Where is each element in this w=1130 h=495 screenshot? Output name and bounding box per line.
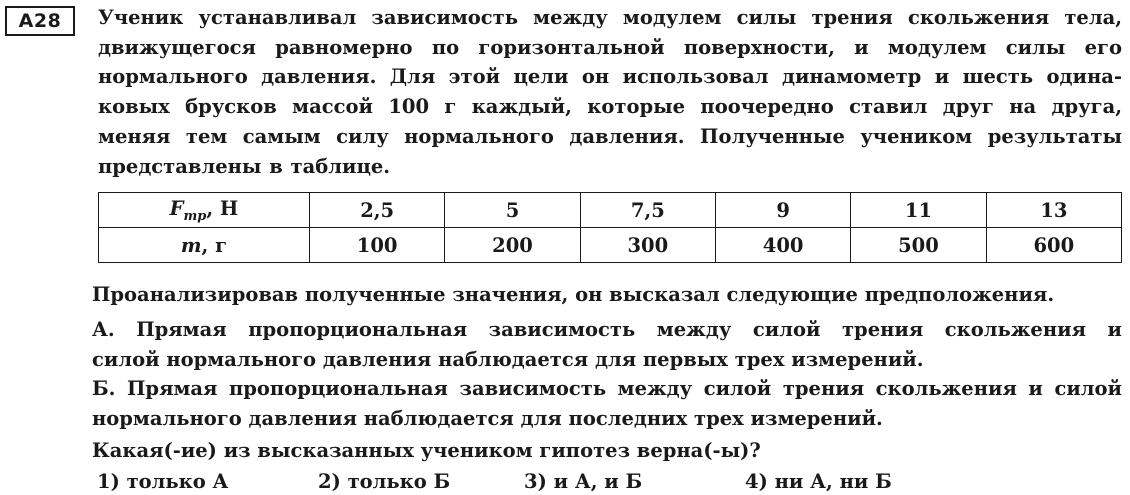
table-cell: 200: [445, 228, 580, 263]
mass-symbol: m: [180, 233, 202, 257]
intro-line: меняя тем самым силу нормального давления. Полученные учеником результаты: [98, 124, 1122, 148]
table-cell: 11: [851, 193, 986, 228]
hypothesis-b-line: Б. Прямая пропорциональная зависимость между силой трения скольжения и силой: [92, 377, 1122, 400]
force-unit: , Н: [206, 196, 239, 220]
table-cell: 300: [580, 228, 715, 263]
answer-option-2[interactable]: 2) только Б: [318, 470, 451, 493]
mass-unit: , г: [201, 233, 228, 257]
analysis-line: Проанализировав полученные значения, он высказал следующие предположения.: [92, 283, 1055, 306]
table-cell: 7,5: [580, 193, 715, 228]
question-text: [92, 436, 1122, 466]
table-row-mass: [99, 228, 1122, 263]
analysis-text: [92, 280, 1122, 310]
table-cell: 500: [851, 228, 986, 263]
intro-line: Ученик устанавливал зависимость между модулем силы трения скольжения тела,: [98, 6, 1122, 29]
measurements-table: [98, 192, 1122, 263]
table-cell: 400: [715, 228, 850, 263]
hypothesis-a-line: А. Прямая пропорциональная зависимость между силой трения скольжения и: [92, 318, 1122, 341]
task-number-badge: A28: [5, 6, 75, 36]
intro-line: нормального давления. Для этой цели он использовал динамометр и шесть одина-: [98, 65, 1122, 89]
answer-option-4[interactable]: 4) ни А, ни Б: [745, 470, 892, 493]
table-cell: 100: [310, 228, 445, 263]
problem-statement: [98, 3, 1122, 181]
hypothesis-b-line: нормального давления наблюдается для последних трех измерений.: [92, 406, 883, 430]
answer-option-1[interactable]: 1) только А: [97, 470, 229, 493]
table-cell: 5: [445, 193, 580, 228]
intro-line: ковых брусков массой 100 г каждый, которые поочередно ставил друг на друга,: [98, 95, 1122, 119]
force-subscript: тр: [183, 208, 207, 224]
hypothesis-a-line: силой нормального давления наблюдается для первых трех измерений.: [92, 347, 924, 371]
table-cell: 600: [986, 228, 1121, 263]
answer-options: [97, 469, 892, 495]
table-row-friction-force: [99, 193, 1122, 228]
question-line: Какая(-ие) из высказанных учеником гипотез верна(-ы)?: [92, 439, 761, 462]
hypothesis-b: [92, 374, 1122, 433]
row-header-mass: [99, 228, 310, 263]
table-cell: 13: [986, 193, 1121, 228]
force-symbol: F: [169, 196, 184, 220]
table-cell: 2,5: [310, 193, 445, 228]
row-header-friction-force: [99, 193, 310, 228]
intro-line: движущегося равномерно по горизонтальной поверхности, и модулем силы его: [98, 35, 1122, 59]
hypothesis-a: [92, 315, 1122, 374]
intro-line: представлены в таблице.: [98, 154, 391, 178]
answer-option-3[interactable]: 3) и А, и Б: [524, 470, 643, 493]
table-cell: 9: [715, 193, 850, 228]
